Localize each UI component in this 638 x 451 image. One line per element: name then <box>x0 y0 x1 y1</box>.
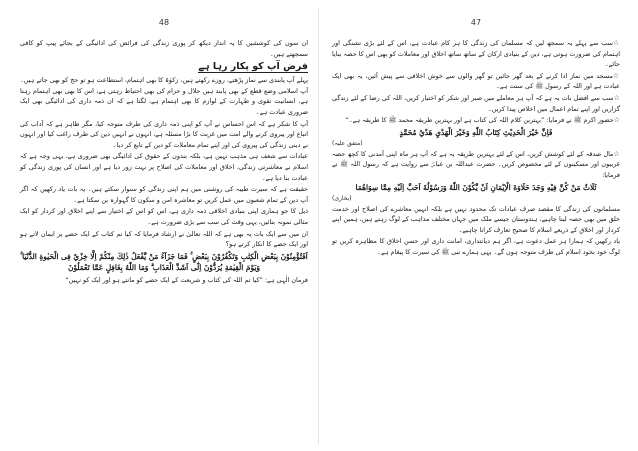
paragraph: مسلمانوں کی زندگی کا مقصد صرف عبادات تک محدود نہیں ہے بلکہ انہیں معاشرے کی اصلاح اور خدمت خلق میں بھی حصہ لینا چاہیے، ہندوستان جیسے ملک میں جہاں مختلف مذاہب کے لوگ رہتے ہیں، ہمیں اپنے کردار اور اخلاق کے ذریعے اسلام کا صحیح تعارف کرانا چاہیے۔ <box>332 204 620 234</box>
bullet-paragraph: ☆ مال صدقہ کے لئے کوشش کریں، اس کے لئے بہترین طریقہ یہ ہے کہ آپ ہر ماہ اپنی آمدنی کا کچھ حصہ غریبوں اور مسکینوں کے لئے مخصوص کریں۔ حضرت عبداللہ بن عباسؓ سے روایت ہے کہ رسول اللہ ﷺ نے فرمایا: <box>332 149 620 181</box>
bullet-paragraph: ☆ سب سے افضل بات یہ ہے کہ آپ ہر معاملے میں صبر اور شکر کو اختیار کریں، اللہ کی رضا کے لئے زندگی گزاریں اور اپنے تمام اعمال میں اخلاص پیدا کریں۔ <box>332 93 620 114</box>
bullet-paragraph: ☆ حضور اکرم ﷺ نے فرمایا: ”بہترین کلام اللہ کی کتاب ہے اور بہترین طریقہ محمد ﷺ کا طریقہ ہے۔“ <box>332 115 620 126</box>
arabic-hadith: ثَلَاثٌ مَنْ كُنَّ فِيْهِ وَجَدَ حَلَاوَةَ الْاِيْمَانِ اَنْ يَّكُوْنَ اللّٰهُ وَرَسُوْلُهٗ اَحَبَّ اِلَيْهِ مِمَّا سِوَاهُمَا <box>355 182 597 192</box>
paragraph: آپ کا شکر ہے کہ اس احساس نے آپ کو اپنی ذمہ داری کی طرف متوجہ کیا، مگر ظاہر ہے کہ آداب کی اتباع اور پیروی کرنے والے امت میں غربت کا بڑا مسئلہ ہے، انہوں نے انہیں دین کی طرف راغب کیا اور انہوں نے دینی زندگی کی پیروی کی اور اپنے تمام معاملات کو دین کے تابع کر دیا۔ <box>20 119 308 149</box>
hadith-reference: (متفق علیہ) <box>332 139 363 147</box>
paragraph: حقیقت ہے کہ سیرت طیبہ کی روشنی میں ہم اپنی زندگی کو سنوار سکتے ہیں۔ یہ بات یاد رکھیں کہ اگر آپ دین کے تمام شعبوں میں عمل کریں تو معاشرہ امن و سکون کا گہوارہ بن سکتا ہے۔ <box>20 185 308 204</box>
intro-paragraph: ان سوں کی کوششیں کا یہ انداز دیکھ کر پوری زندگی کی فرائض کی ادائیگی کے بجائے پیپ کو کافی سمجھتے ہیں۔ <box>20 39 308 58</box>
paragraph: عبادات سے شغف ہی مذہب نہیں ہے، بلکہ بندوں کے حقوق کی ادائیگی بھی ضروری ہے، یہی وجہ ہے کہ اسلام نے معاشرتی زندگی، اخلاق اور معاملات کی اصلاح پر بہت زور دیا ہے اور انسان کی پوری زندگی کو عبادت بنا دیا ہے۔ <box>20 152 308 182</box>
left-page <box>14 0 314 451</box>
page-body <box>20 38 308 445</box>
paragraph: یاد رکھیں کہ ہمارا ہر عمل دعوت ہے، اگر ہم دیانتداری، امانت داری اور حسن اخلاق کا مظاہرہ کریں تو لوگ خود بخود اسلام کی طرف متوجہ ہوں گے۔ یہی ہمارے نبی ﷺ کی سیرت کا پیغام ہے۔ <box>332 237 620 256</box>
arabic-hadith: فَاِنَّ خَيْرَ الْحَدِيْثِ كِتَابُ اللّٰهِ وَخَيْرَ الْهَدْيِ هَدْيُ مُحَمَّدٍ <box>399 127 553 137</box>
page-number: 48 <box>158 18 170 27</box>
paragraph: ان میں سے ایک بات یہ بھی ہے کہ اللہ تعالیٰ نے ارشاد فرمایا کہ کیا تم کتاب کے ایک حصے پر ایمان لاتے ہو اور ایک حصے کا انکار کرتے ہو؟ <box>20 229 308 249</box>
paragraph: ذیل کا جو ہماری اپنی بنیادی اخلاقی ذمہ داری ہے، اس کو اس کے اختیار سے اپنے اخلاق اور کردار کو ایک مثالی نمونہ بنائیں، یہی وقت کی سب سے بڑی ضرورت ہے۔ <box>20 207 308 226</box>
bullet-paragraph: ☆ مسجد میں نماز ادا کرنے کے بعد گھر جائیں تو گھر والوں سے خوش اخلاقی سے پیش آئیں، یہ بھی ایک عبادت ہے اور اللہ کے رسول ﷺ کی سنت ہے۔ <box>332 71 620 92</box>
paragraph: پہلے آپ پابندی سے نماز پڑھتے، روزے رکھتے ہیں، زکوٰۃ کا بھی اہتمام، استطاعت ہو تو حج کو بھی جاتے ہیں۔ آپ اسلامی وضع قطع کے بھی پابند ہیں حلال و حرام کی بھی احتیاط رہتی ہے، اس کا بھی بھی اہتمام رہتا ہے، انسانیت تقوی و طہارت کے لوازم کا بھی اہتمام ہے، لگتا ہے کہ ان ذمہ داری کی ادائیگی بھی ایک ضروری عبادت ہے۔ <box>20 76 308 116</box>
right-page <box>326 0 626 451</box>
page-gutter <box>318 8 319 444</box>
page-body <box>332 38 620 445</box>
page-number: 47 <box>470 18 482 27</box>
closing-paragraph: فرمان الٰہی ہے: ”کیا تم اللہ کی کتاب و شریعت کے ایک حصے کو مانتے ہو اور ایک کو نہیں“ <box>65 275 308 284</box>
bullet-paragraph: ☆ سب سے پہلے یہ سمجھ لیں کہ مسلمان کی زندگی کا ہر کام عبادت ہے، اس کے لئے بڑی تشنگی اور اہتمام کی ضرورت ہوتی ہے، دین کے بنیادی ارکان کے ساتھ ساتھ اخلاق اور معاملات کو بھی اس کا حصہ بنایا جائے۔ <box>332 38 620 70</box>
hadith-reference: (بخاری) <box>332 194 352 202</box>
arabic-verse: اَفَتُؤْمِنُوْنَ بِبَعْضِ الْكِتٰبِ وَتَكْفُرُوْنَ بِبَعْضٍ ۚ فَمَا جَزَآءُ مَنْ يَّفْعَلُ ذٰلِكَ مِنْكُمْ اِلَّا خِزْيٌ فِى الْحَيٰوةِ الدُّنْيَا ۚ وَيَوْمَ الْقِيٰمَةِ يُرَدُّوْنَ اِلٰٓى اَشَدِّ الْعَذَابِ ۗ وَمَا اللّٰهُ بِغَافِلٍ عَمَّا تَعْمَلُوْنَ <box>20 251 308 272</box>
section-heading: فرض آپ کو پکار رہا ہے <box>198 61 308 73</box>
